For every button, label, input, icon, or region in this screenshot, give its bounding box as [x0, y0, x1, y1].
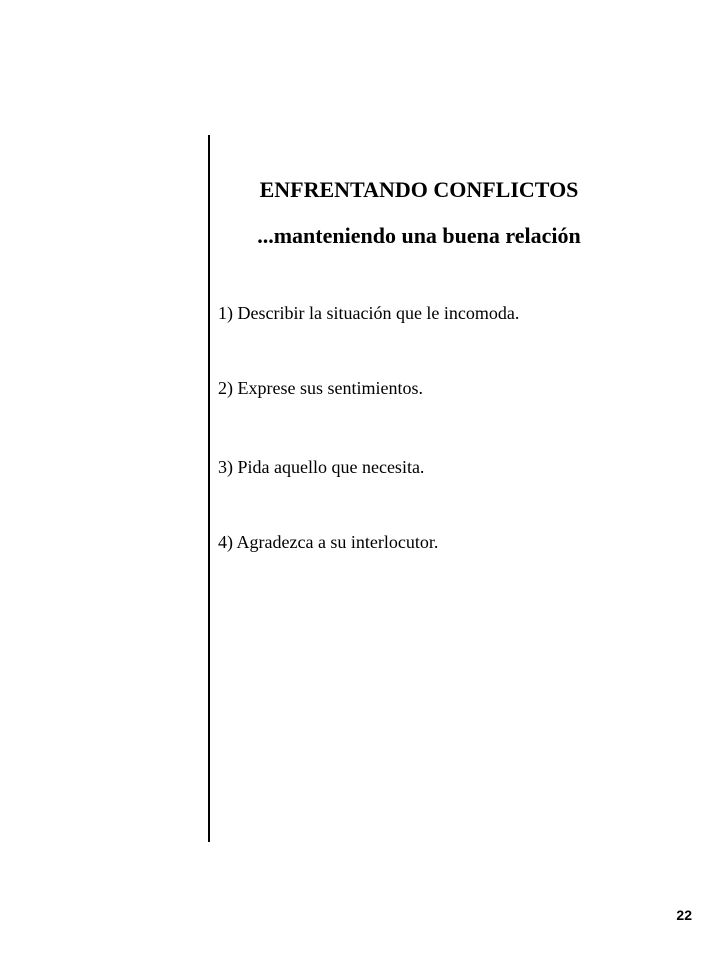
step-item-4: 4) Agradezca a su interlocutor.	[218, 532, 439, 552]
page-subtitle: ...manteniendo una buena relación	[257, 223, 581, 248]
step-item-2: 2) Exprese sus sentimientos.	[218, 378, 423, 398]
page-title: ENFRENTANDO CONFLICTOS	[259, 177, 579, 202]
step-item-3: 3) Pida aquello que necesita.	[218, 457, 425, 477]
page-number: 22	[676, 907, 692, 923]
step-item-1: 1) Describir la situación que le incomoda.	[218, 303, 520, 323]
